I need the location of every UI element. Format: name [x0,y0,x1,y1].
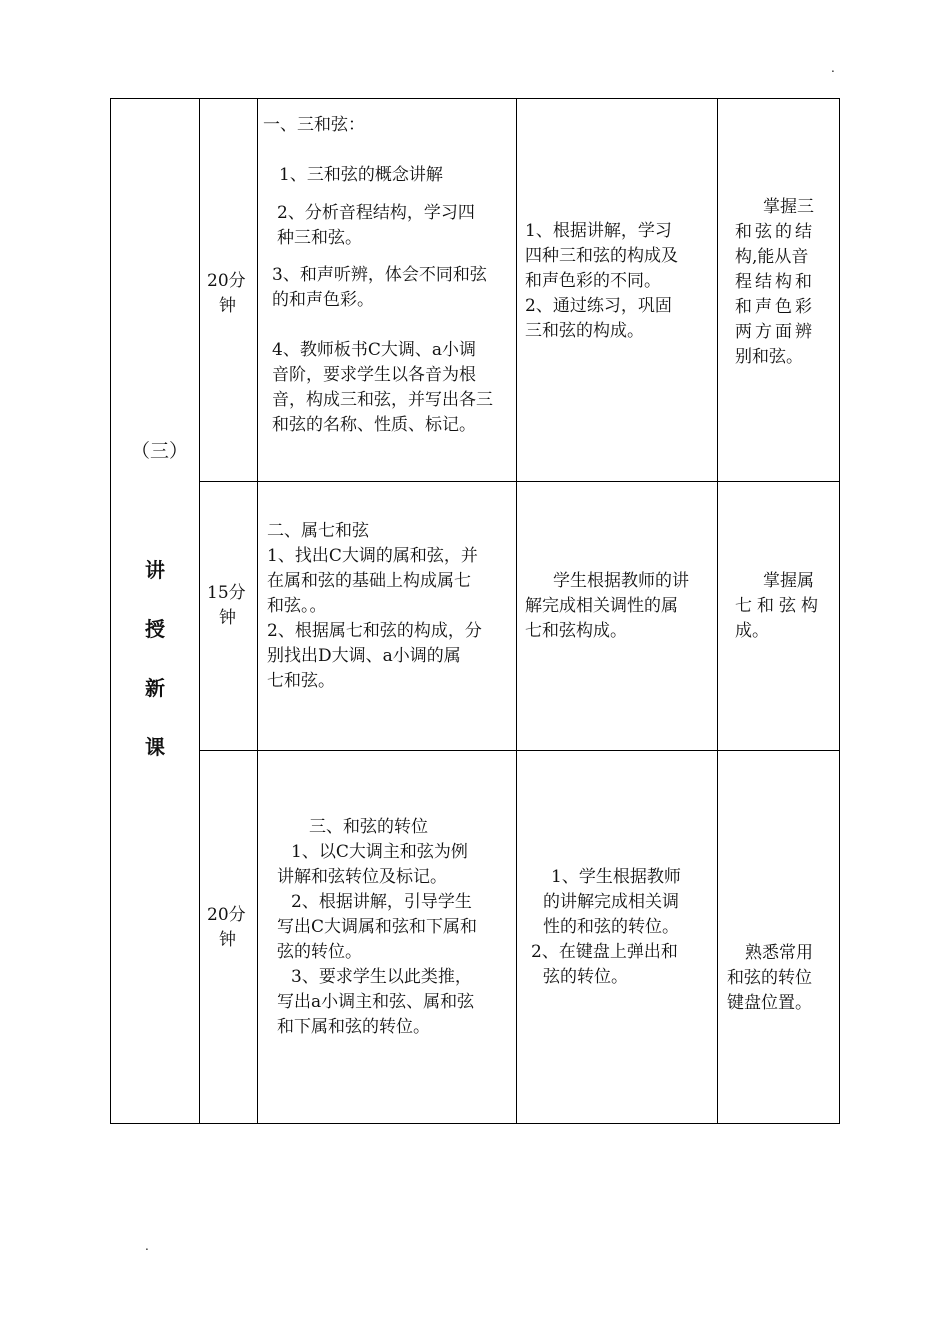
section-title-char: 讲 [145,558,165,582]
content-line: 写出a小调主和弦、属和弦 [277,992,475,1012]
content-line: 七和弦。 [267,671,335,691]
column-divider [257,99,258,1123]
content-line: 的和声色彩。 [272,290,374,310]
goal-line: 和弦的结 [735,222,815,242]
content-line: 2、分析音程结构，学习四 [277,203,475,223]
goal-line: 构,能从音 [735,247,809,267]
activity-line: 学生根据教师的讲 [553,571,689,591]
duration-line: 钟 [219,608,236,628]
row-divider [199,481,839,482]
content-line: 别找出D大调、a小调的属 [267,646,461,666]
activity-line: 和声色彩的不同。 [525,271,661,291]
content-line: 讲解和弦转位及标记。 [277,867,447,887]
content-line: 种三和弦。 [277,228,362,248]
row-divider [199,750,839,751]
goal-line: 和声色彩 [735,297,815,317]
activity-line: 1、学生根据教师 [551,867,681,887]
activity-line: 的讲解完成相关调 [543,892,679,912]
content-line: 写出C大调属和弦和下属和 [277,917,478,937]
lesson-plan-table [110,98,840,1124]
content-line: 和弦。。 [267,596,327,616]
column-divider [199,99,200,1123]
content-line: 一、三和弦： [263,115,365,135]
content-line: 和弦的名称、性质、标记。 [272,415,476,435]
content-line: 音，构成三和弦，并写出各三 [272,390,493,410]
content-line: 在属和弦的基础上构成属七 [267,571,471,591]
section-title-char: 课 [145,735,165,759]
content-line: 1、找出C大调的属和弦，并 [267,546,478,566]
content-line: 2、根据讲解，引导学生 [291,892,472,912]
section-number: （三） [131,440,189,462]
goal-line: 和弦的转位 [727,968,812,988]
content-line: 4、教师板书C大调、a小调 [272,340,476,360]
content-line: 3、和声听辨，体会不同和弦 [272,265,487,285]
goal-line: 成。 [735,621,769,641]
page-corner-dot: . [831,61,835,75]
page-corner-dot: . [145,1239,149,1253]
activity-line: 1、根据讲解，学习 [525,221,672,241]
activity-cell [525,569,689,644]
content-line: 三、和弦的转位 [309,817,428,837]
goal-line: 熟悉常用 [745,943,813,963]
goal-line: 程结构和 [735,272,815,292]
content-line: 1、以C大调主和弦为例 [291,842,468,862]
activity-line: 四种三和弦的构成及 [525,246,678,266]
activity-line: 2、通过练习，巩固 [525,296,672,316]
column-divider [717,99,718,1123]
content-line: 音阶，要求学生以各音为根 [272,365,476,385]
goal-line: 键盘位置。 [727,993,812,1013]
goal-line: 掌握三 [763,197,814,217]
goal-line: 两方面辨 [735,322,815,342]
duration-line: 钟 [219,930,236,950]
goal-cell [735,195,825,370]
goal-cell [735,569,823,644]
duration-cell [207,903,246,953]
content-line: 3、要求学生以此类推， [291,967,472,987]
activity-line: 2、在键盘上弹出和 [531,942,678,962]
content-line: 二、属七和弦 [267,521,369,541]
content-line: 1、三和弦的概念讲解 [279,165,443,185]
goal-line: 掌握属 [763,571,814,591]
duration-line: 20分 [207,905,246,925]
section-title-char: 授 [145,617,165,641]
content-cell [267,519,482,694]
activity-cell [525,219,678,344]
goal-line: 别和弦。 [735,347,803,367]
duration-cell [207,269,246,319]
activity-line: 性的和弦的转位。 [543,917,679,937]
section-title-char: 新 [145,676,165,700]
activity-line: 解完成相关调性的属 [525,596,678,616]
duration-line: 15分 [207,583,246,603]
goal-line: 七和弦构 [735,596,823,616]
duration-cell [207,581,246,631]
content-line: 弦的转位。 [277,942,362,962]
duration-line: 钟 [219,296,236,316]
column-divider [516,99,517,1123]
content-line: 2、根据属七和弦的构成，分 [267,621,482,641]
content-line: 和下属和弦的转位。 [277,1017,430,1037]
activity-line: 弦的转位。 [543,967,628,987]
duration-line: 20分 [207,271,246,291]
activity-line: 七和弦构成。 [525,621,627,641]
activity-line: 三和弦的构成。 [525,321,644,341]
